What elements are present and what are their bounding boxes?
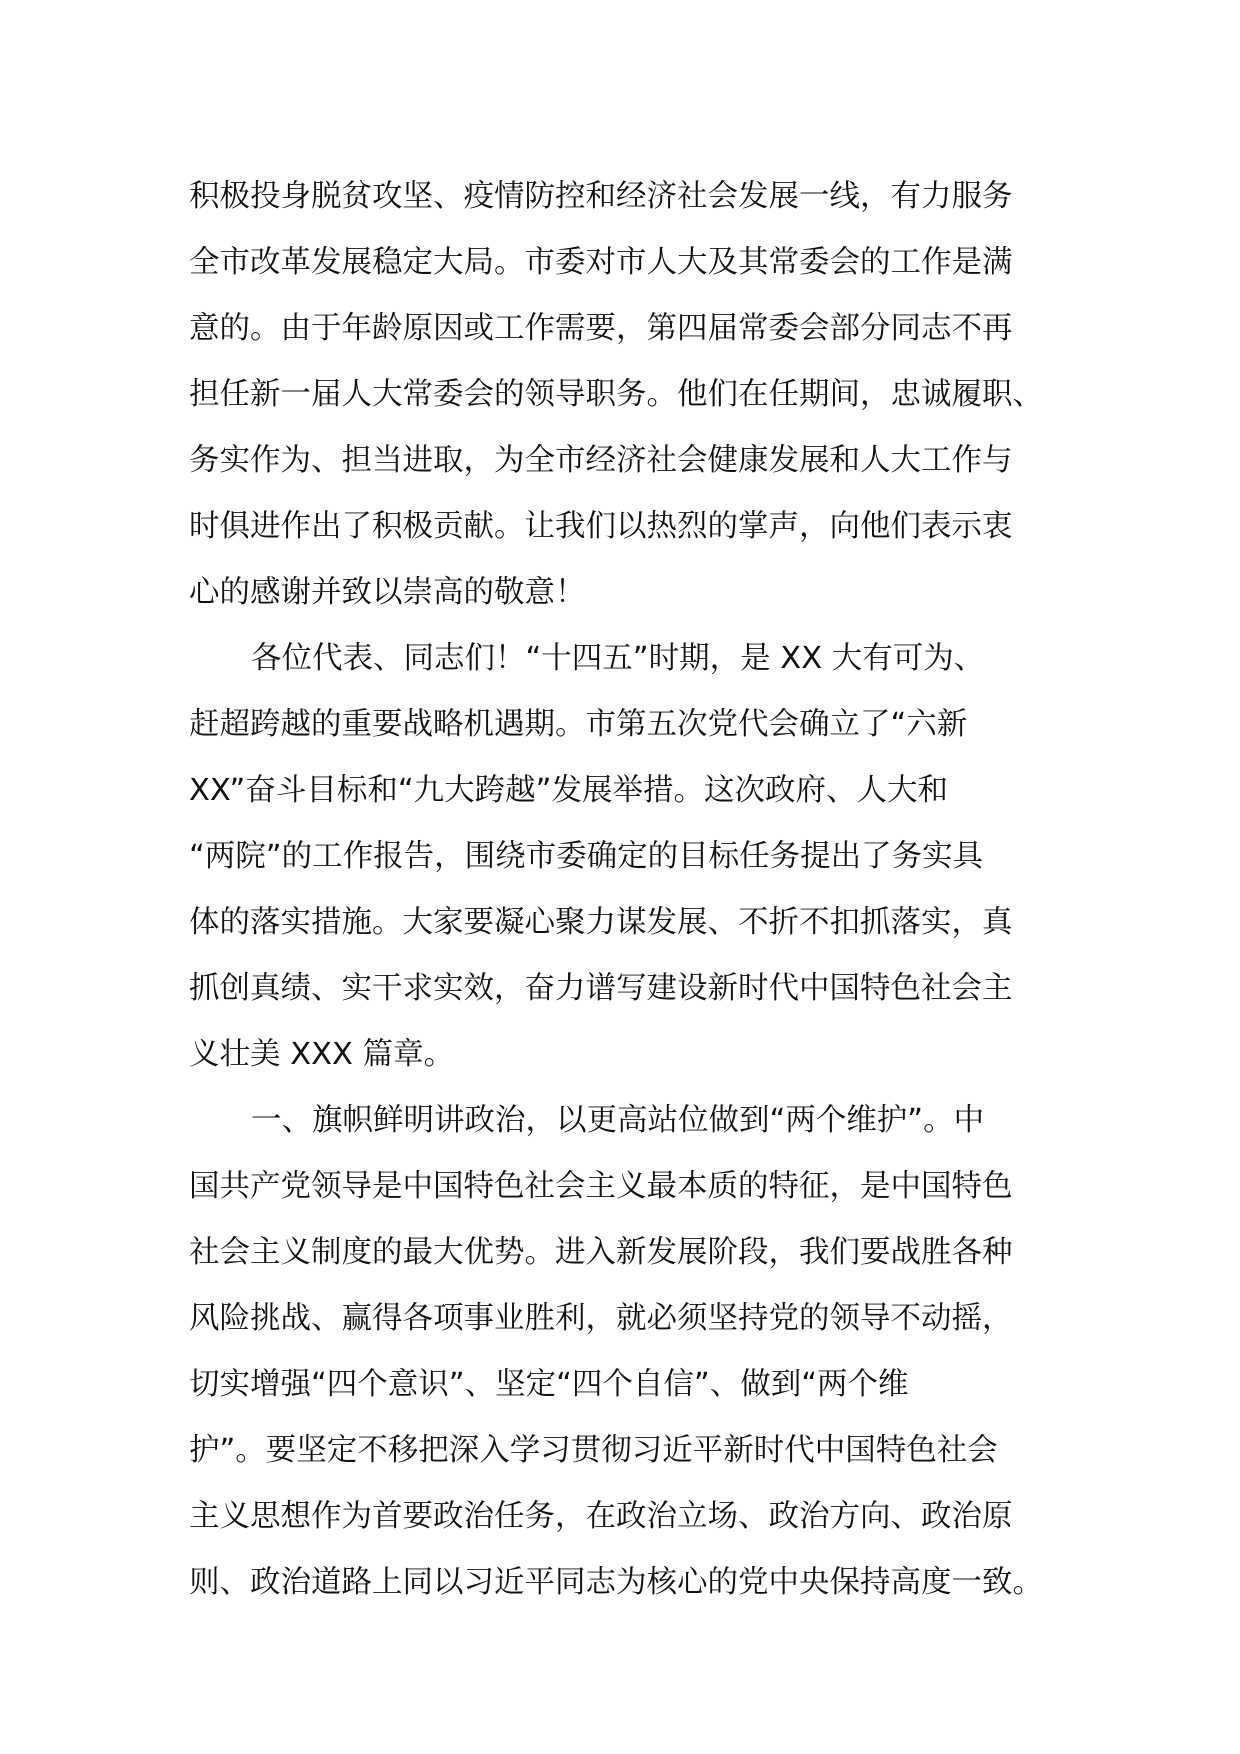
text-line: 意的。由于年龄原因或工作需要，第四届常委会部分同志不再	[189, 311, 1013, 346]
text-line: 主义思想作为首要政治任务，在政治立场、政治方向、政治原	[189, 1499, 1013, 1534]
text-line: 时俱进作出了积极贡献。让我们以热烈的掌声，向他们表示衷	[189, 509, 1013, 544]
document-body	[189, 164, 1069, 1616]
text-line: 护”。要坚定不移把深入学习贯彻习近平新时代中国特色社会	[189, 1433, 998, 1468]
text-line: 抓创真绩、实干求实效，奋力谱写建设新时代中国特色社会主	[189, 971, 1013, 1006]
text-line: 赶超跨越的重要战略机遇期。市第五次党代会确立了“六新	[189, 707, 968, 742]
text-line: 义壮美 XXX 篇章。	[189, 1037, 455, 1072]
paragraph-first-line: 一、旗帜鲜明讲政治，以更高站位做到“两个维护”。中	[251, 1103, 985, 1138]
text-line: 社会主义制度的最大优势。进入新发展阶段，我们要战胜各种	[189, 1235, 1013, 1270]
text-line: 全市改革发展稳定大局。市委对市人大及其常委会的工作是满	[189, 245, 1013, 280]
text-line: 切实增强“四个意识”、坚定“四个自信”、做到“两个维	[189, 1367, 909, 1402]
text-line: 则、政治道路上同以习近平同志为核心的党中央保持高度一致。	[189, 1565, 1043, 1600]
text-line: 务实作为、担当进取，为全市经济社会健康发展和人大工作与	[189, 443, 1013, 478]
text-line: “两院”的工作报告，围绕市委确定的目标任务提出了务实具	[189, 839, 984, 874]
text-line: 心的感谢并致以崇高的敬意！	[189, 575, 586, 610]
text-line: 体的落实措施。大家要凝心聚力谋发展、不折不扣抓落实，真	[189, 905, 1013, 940]
text-line: 风险挑战、赢得各项事业胜利，就必须坚持党的领导不动摇，	[189, 1301, 1013, 1336]
paragraph-first-line: 各位代表、同志们！“十四五”时期，是 XX 大有可为、	[251, 641, 985, 676]
text-line: XX”奋斗目标和“九大跨越”发展举措。这次政府、人大和	[189, 773, 948, 808]
text-line: 积极投身脱贫攻坚、疫情防控和经济社会发展一线，有力服务	[189, 179, 1013, 214]
text-line: 国共产党领导是中国特色社会主义最本质的特征，是中国特色	[189, 1169, 1013, 1204]
text-line: 担任新一届人大常委会的领导职务。他们在任期间，忠诚履职、	[189, 377, 1043, 412]
